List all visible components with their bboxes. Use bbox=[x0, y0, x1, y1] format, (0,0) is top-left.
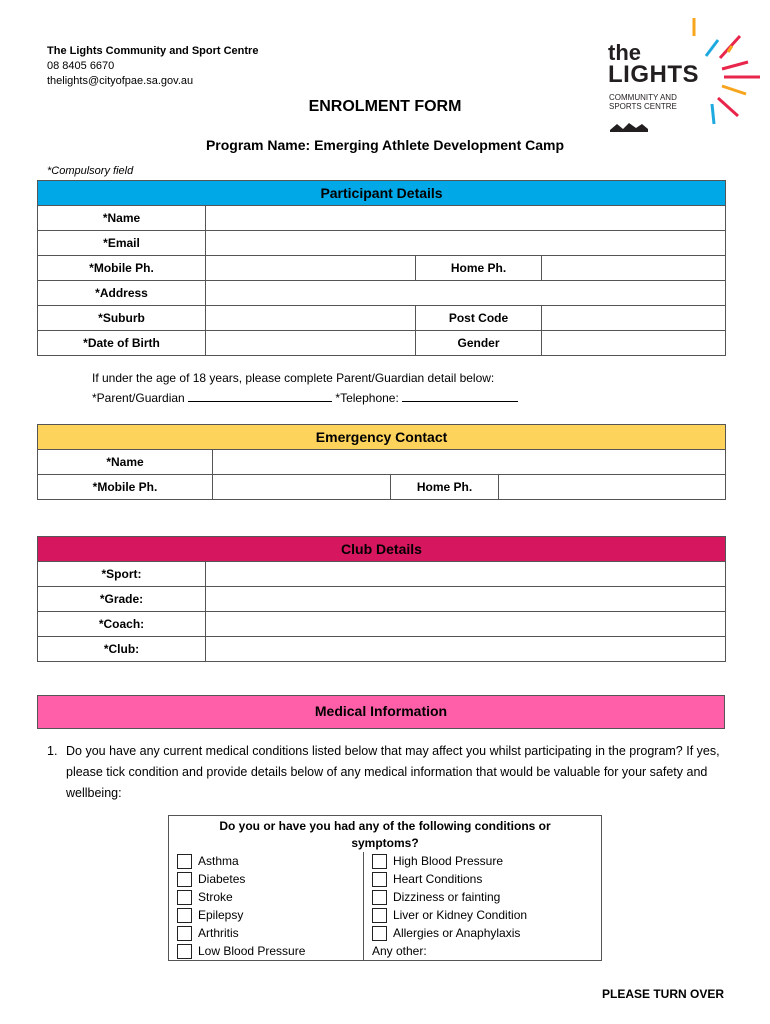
lights-logo bbox=[600, 14, 765, 144]
org-phone: 08 8405 6670 bbox=[47, 60, 115, 72]
name-field[interactable] bbox=[206, 206, 726, 231]
sport-field[interactable] bbox=[206, 562, 726, 587]
condition-dizziness bbox=[372, 888, 601, 906]
dob-label: *Date of Birth bbox=[38, 331, 206, 356]
emergency-table bbox=[37, 424, 726, 500]
guardian-section bbox=[92, 368, 518, 408]
postcode-label: Post Code bbox=[416, 306, 542, 331]
medical-header: Medical Information bbox=[37, 695, 725, 729]
org-info bbox=[47, 44, 258, 89]
conditions-table bbox=[168, 815, 602, 961]
emergency-mobile-label: *Mobile Ph. bbox=[38, 475, 213, 500]
condition-low-bp bbox=[177, 942, 363, 960]
logo-lights: LIGHTS bbox=[608, 61, 699, 88]
club-label: *Club: bbox=[38, 637, 206, 662]
club-header: Club Details bbox=[38, 537, 726, 562]
suburb-field[interactable] bbox=[206, 306, 416, 331]
allergies-checkbox[interactable] bbox=[372, 926, 387, 941]
org-name: The Lights Community and Sport Centre bbox=[47, 45, 259, 57]
heart-checkbox[interactable] bbox=[372, 872, 387, 887]
condition-arthritis bbox=[177, 924, 363, 942]
emergency-home-label: Home Ph. bbox=[391, 475, 499, 500]
coach-label: *Coach: bbox=[38, 612, 206, 637]
liver-kidney-checkbox[interactable] bbox=[372, 908, 387, 923]
condition-label: High Blood Pressure bbox=[392, 854, 504, 868]
home-phone-label: Home Ph. bbox=[416, 256, 542, 281]
address-label: *Address bbox=[38, 281, 206, 306]
conditions-header: Do you or have you had any of the following conditions or symptoms? bbox=[219, 819, 551, 850]
condition-diabetes bbox=[177, 870, 363, 888]
mobile-label: *Mobile Ph. bbox=[38, 256, 206, 281]
dizziness-checkbox[interactable] bbox=[372, 890, 387, 905]
program-name: Program Name: Emerging Athlete Development Camp bbox=[205, 137, 565, 153]
grade-label: *Grade: bbox=[38, 587, 206, 612]
question-text: Do you have any current medical conditions listed below that may affect you whilst participating in the program? If yes, please tick condition and provide details below of any medical information that would be valuable for your safety and wellbeing: bbox=[66, 744, 720, 800]
sport-label: *Sport: bbox=[38, 562, 206, 587]
email-field[interactable] bbox=[206, 231, 726, 256]
stroke-checkbox[interactable] bbox=[177, 890, 192, 905]
dob-field[interactable] bbox=[206, 331, 416, 356]
condition-epilepsy bbox=[177, 906, 363, 924]
org-email: thelights@cityofpae.sa.gov.au bbox=[47, 75, 194, 87]
condition-label: Dizziness or fainting bbox=[392, 890, 501, 904]
participant-table bbox=[37, 180, 726, 356]
condition-allergies bbox=[372, 924, 601, 942]
condition-label: Low Blood Pressure bbox=[198, 944, 306, 958]
condition-label: Diabetes bbox=[198, 872, 246, 886]
suburb-label: *Suburb bbox=[38, 306, 206, 331]
club-table bbox=[37, 536, 726, 662]
condition-asthma bbox=[177, 852, 363, 870]
condition-other[interactable] bbox=[372, 942, 601, 960]
condition-label: Epilepsy bbox=[198, 908, 244, 922]
condition-liver-kidney bbox=[372, 906, 601, 924]
postcode-field[interactable] bbox=[542, 306, 726, 331]
condition-label: Stroke bbox=[198, 890, 233, 904]
condition-label: Arthritis bbox=[198, 926, 239, 940]
name-label: *Name bbox=[38, 206, 206, 231]
grade-field[interactable] bbox=[206, 587, 726, 612]
emergency-name-field[interactable] bbox=[213, 450, 726, 475]
guardian-instruction: If under the age of 18 years, please complete Parent/Guardian detail below: bbox=[92, 371, 495, 385]
logo-sub-2: SPORTS CENTRE bbox=[609, 102, 677, 111]
gender-label: Gender bbox=[416, 331, 542, 356]
diabetes-checkbox[interactable] bbox=[177, 872, 192, 887]
participant-header: Participant Details bbox=[38, 181, 726, 206]
condition-high-bp bbox=[372, 852, 601, 870]
emergency-mobile-field[interactable] bbox=[213, 475, 391, 500]
gender-field[interactable] bbox=[542, 331, 726, 356]
logo-the: the bbox=[608, 40, 641, 65]
condition-heart bbox=[372, 870, 601, 888]
home-phone-field[interactable] bbox=[542, 256, 726, 281]
condition-stroke bbox=[177, 888, 363, 906]
form-title: ENROLMENT FORM bbox=[308, 98, 462, 115]
logo-sub-1: COMMUNITY AND bbox=[609, 93, 677, 102]
guardian-label: *Parent/Guardian bbox=[92, 391, 185, 405]
guardian-line bbox=[92, 388, 518, 408]
guardian-tel-label: *Telephone: bbox=[335, 391, 399, 405]
condition-label: Allergies or Anaphylaxis bbox=[392, 926, 521, 940]
coach-field[interactable] bbox=[206, 612, 726, 637]
email-label: *Email bbox=[38, 231, 206, 256]
epilepsy-checkbox[interactable] bbox=[177, 908, 192, 923]
high-bp-checkbox[interactable] bbox=[372, 854, 387, 869]
emergency-header: Emergency Contact bbox=[38, 425, 726, 450]
club-field[interactable] bbox=[206, 637, 726, 662]
emergency-home-field[interactable] bbox=[499, 475, 726, 500]
guardian-tel-field[interactable] bbox=[402, 389, 518, 402]
condition-label: Heart Conditions bbox=[392, 872, 483, 886]
question-number: 1. bbox=[47, 744, 58, 758]
council-logo-icon bbox=[609, 120, 649, 134]
conditions-right-column bbox=[363, 852, 601, 960]
address-field[interactable] bbox=[206, 281, 726, 306]
mobile-field[interactable] bbox=[206, 256, 416, 281]
other-label: Any other: bbox=[371, 944, 427, 958]
condition-label: Liver or Kidney Condition bbox=[392, 908, 528, 922]
conditions-left-column bbox=[169, 852, 363, 960]
low-bp-checkbox[interactable] bbox=[177, 944, 192, 959]
compulsory-note: *Compulsory field bbox=[47, 165, 134, 177]
condition-label: Asthma bbox=[198, 854, 239, 868]
emergency-name-label: *Name bbox=[38, 450, 213, 475]
medical-question bbox=[47, 741, 727, 804]
turn-over-note: PLEASE TURN OVER bbox=[601, 987, 724, 1001]
arthritis-checkbox[interactable] bbox=[177, 926, 192, 941]
guardian-name-field[interactable] bbox=[188, 389, 332, 402]
asthma-checkbox[interactable] bbox=[177, 854, 192, 869]
